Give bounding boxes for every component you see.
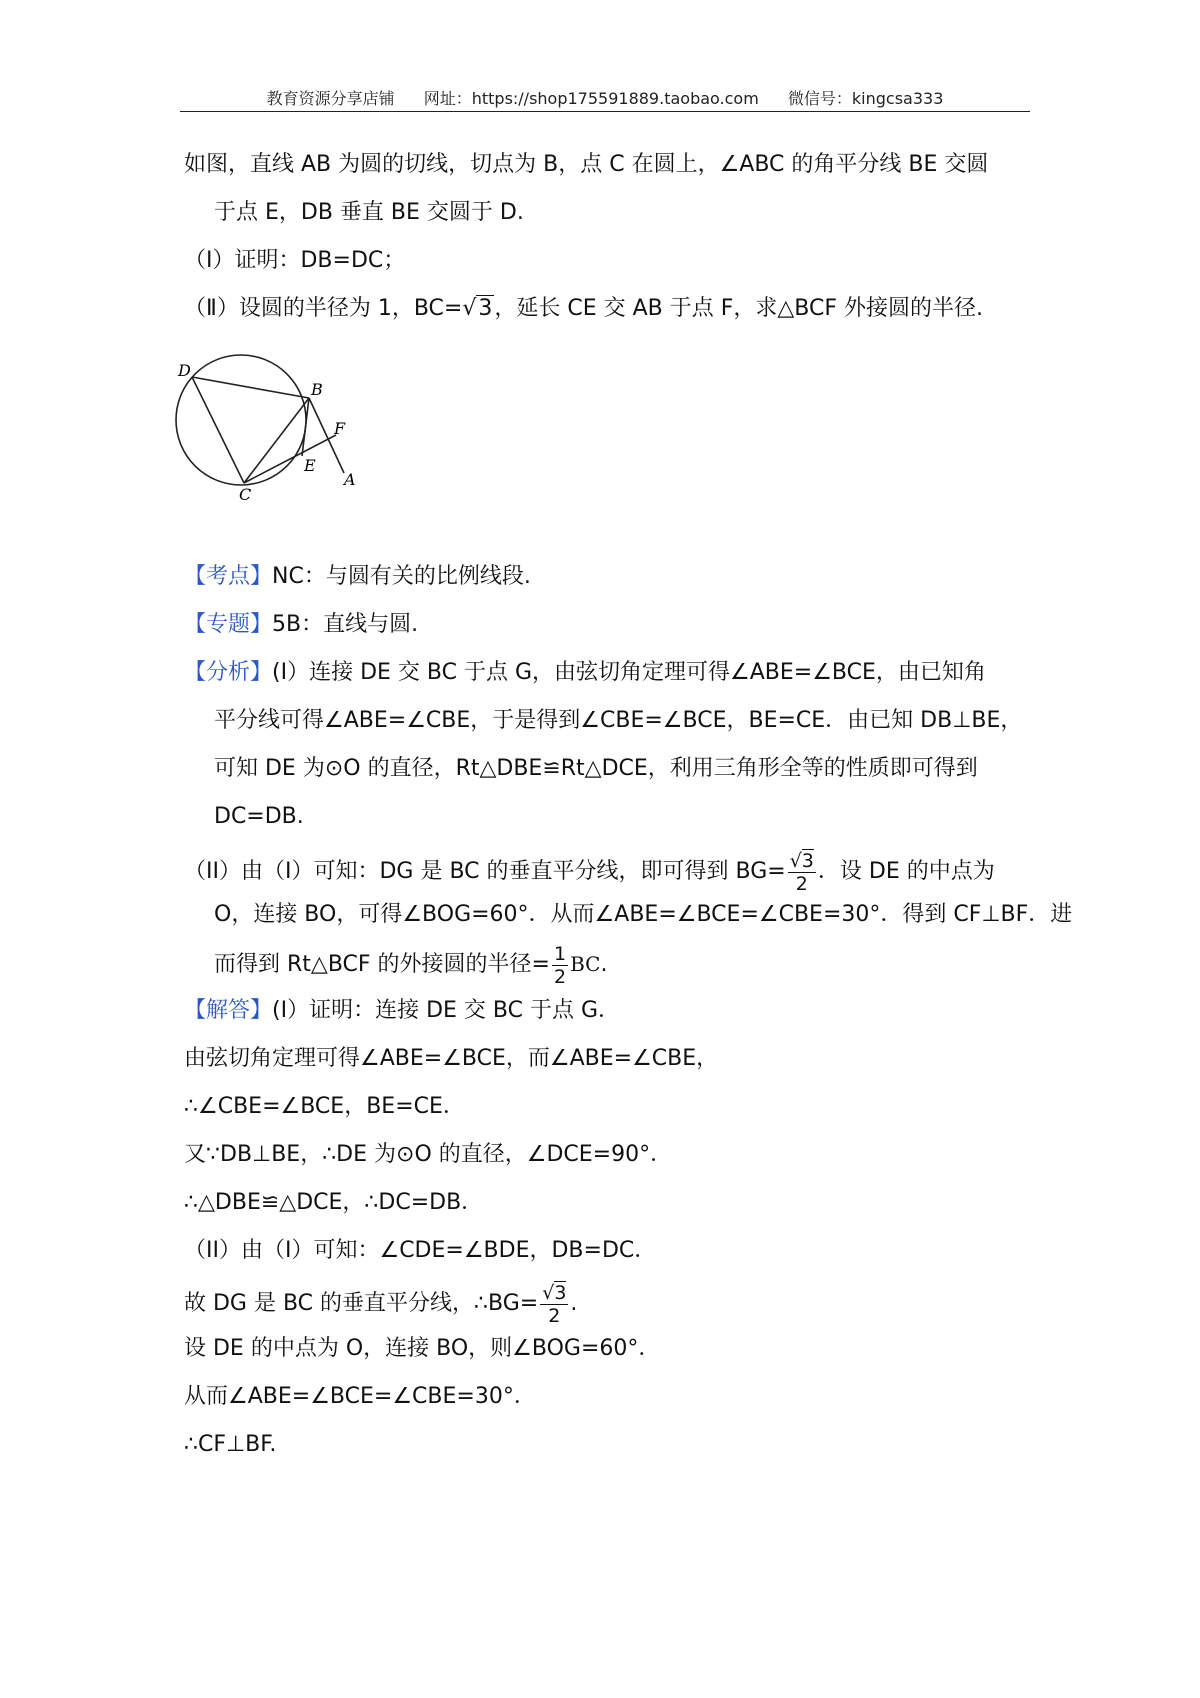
fenxi-line-2: 平分线可得∠ABE=∠CBE，于是得到∠CBE=∠BCE，BE=CE．由已知 DB⊥BE， — [214, 708, 1023, 733]
fraction-sqrt3-over-2 — [788, 850, 816, 895]
fenxi-text-7b: BC — [570, 952, 601, 976]
fenxi-line-3: 可知 DE 为⊙O 的直径，Rt△DBE≌Rt△DCE，利用三角形全等的性质即可得到 — [214, 756, 978, 781]
circle-diagram — [174, 350, 374, 500]
header-rule — [180, 111, 1030, 112]
shop-url[interactable]: 网址：https://shop175591889.taobao.com — [423, 89, 759, 108]
segment-dc — [192, 377, 244, 483]
jieda-line-5: ∴△DBE≌△DCE，∴DC=DB． — [184, 1190, 484, 1215]
label-b: B — [311, 380, 323, 399]
problem-part-2 — [184, 294, 1030, 324]
part2-text-b: ，延长 CE 交 AB 于点 F，求△BCF 外接圆的半径. — [494, 296, 984, 321]
fenxi-tag: 【分析】 — [184, 660, 273, 685]
segment-cf — [244, 435, 336, 483]
fraction-1-over-2 — [552, 943, 568, 988]
jieda-line-3: ∴∠CBE=∠BCE，BE=CE． — [184, 1094, 465, 1119]
shop-name: 教育资源分享店铺 — [266, 89, 395, 108]
label-f: F — [334, 419, 346, 438]
jieda-line-6: （II）由（I）可知：∠CDE=∠BDE，DB=DC． — [184, 1238, 657, 1263]
jieda-line-2: 由弦切角定理可得∠ABE=∠BCE，而∠ABE=∠CBE， — [184, 1046, 719, 1071]
jieda-line-8: 设 DE 的中点为 O，连接 BO，则∠BOG=60°． — [184, 1336, 661, 1361]
label-e: E — [304, 456, 316, 475]
jieda-text-1: (I）证明：连接 DE 交 BC 于点 G． — [272, 998, 621, 1023]
sqrt-radicand: 3 — [478, 296, 493, 321]
fenxi-text-5a: （II）由（I）可知：DG 是 BC 的垂直平分线，即可得到 BG= — [184, 859, 786, 884]
fenxi-line-1 — [184, 658, 1030, 688]
segment-cb — [244, 398, 309, 483]
jieda-line-7 — [184, 1276, 1030, 1332]
problem-line-2: 于点 E，DB 垂直 BE 交圆于 D. — [214, 200, 524, 225]
page-header — [180, 86, 1030, 109]
kaodian-text: NC：与圆有关的比例线段. — [272, 564, 531, 589]
zhuanti-line — [184, 610, 1030, 640]
fraction-numerator: √3 — [789, 849, 814, 872]
part2-text-a: （Ⅱ）设圆的半径为 1，BC= — [184, 296, 463, 321]
document-body — [178, 150, 1073, 1478]
fenxi-text-1: (I）连接 DE 交 BC 于点 G，由弦切角定理可得∠ABE=∠BCE，由已知角 — [272, 660, 986, 685]
label-d: D — [178, 361, 191, 380]
fenxi-text-7c: . — [600, 952, 608, 977]
jieda-text-7b: . — [570, 1291, 578, 1316]
geometry-figure — [174, 350, 374, 500]
sqrt-3: √3 — [462, 296, 493, 321]
zhuanti-text: 5B：直线与圆. — [272, 612, 419, 637]
fenxi-line-6: O，连接 BO，可得∠BOG=60°．从而∠ABE=∠BCE=∠CBE=30°．得到 CF⊥BF．进 — [214, 902, 1073, 927]
fenxi-text-7a: 而得到 Rt△BCF 的外接圆的半径= — [214, 952, 550, 977]
fenxi-line-5 — [184, 844, 1030, 900]
jieda-line-4: 又∵DB⊥BE，∴DE 为⊙O 的直径，∠DCE=90°． — [184, 1142, 673, 1167]
fraction-denominator: 2 — [553, 965, 567, 988]
fenxi-line-4: DC=DB. — [214, 804, 304, 829]
fenxi-text-5b: ．设 DE 的中点为 — [817, 859, 995, 884]
fraction-denominator: 2 — [795, 872, 808, 895]
circle — [176, 355, 306, 485]
wechat-id: 微信号：kingcsa333 — [787, 89, 944, 108]
jieda-tag: 【解答】 — [184, 998, 273, 1023]
fraction-denominator: 2 — [548, 1304, 561, 1327]
jieda-line-10: ∴CF⊥BF. — [184, 1432, 277, 1457]
label-c: C — [239, 485, 252, 500]
jieda-text-7a: 故 DG 是 BC 的垂直平分线，∴BG= — [184, 1291, 539, 1316]
fraction-numerator: √3 — [542, 1281, 567, 1304]
jieda-line-1 — [184, 996, 1030, 1026]
problem-line-1: 如图，直线 AB 为圆的切线，切点为 B，点 C 在圆上，∠ABC 的角平分线 BE 交圆 — [184, 152, 989, 177]
fraction-numerator: 1 — [553, 942, 567, 965]
fenxi-line-7 — [184, 936, 1030, 992]
zhuanti-tag: 【专题】 — [184, 612, 273, 637]
label-a: A — [344, 470, 356, 489]
kaodian-tag: 【考点】 — [184, 564, 273, 589]
fraction-sqrt3-over-2 — [540, 1282, 568, 1327]
kaodian-line — [184, 562, 1030, 592]
problem-part-1: （Ⅰ）证明：DB=DC； — [184, 248, 406, 273]
jieda-line-9: 从而∠ABE=∠BCE=∠CBE=30°． — [184, 1384, 536, 1409]
